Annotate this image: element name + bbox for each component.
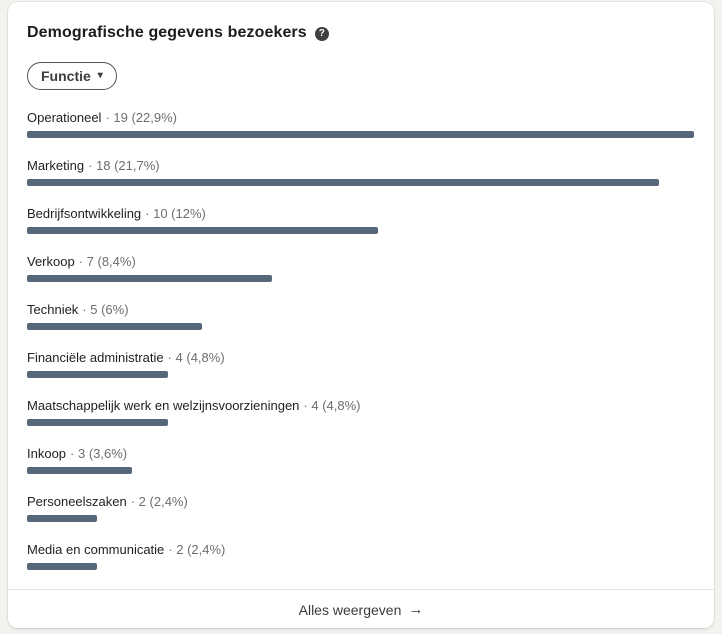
function-value: · 3 (3,6%) bbox=[70, 446, 128, 461]
demographic-row bbox=[27, 253, 694, 282]
demographic-row-text bbox=[27, 349, 694, 366]
demographic-row-text bbox=[27, 445, 694, 462]
bar-track bbox=[27, 227, 694, 234]
bar-fill bbox=[27, 371, 168, 378]
bar-fill bbox=[27, 419, 168, 426]
demographic-row-text bbox=[27, 109, 694, 126]
demographic-row bbox=[27, 157, 694, 186]
bar-fill bbox=[27, 227, 378, 234]
bar-track bbox=[27, 323, 694, 330]
bar-fill bbox=[27, 515, 97, 522]
chevron-down-icon: ▾ bbox=[97, 70, 103, 81]
show-all-button[interactable] bbox=[8, 589, 714, 628]
bar-fill bbox=[27, 179, 659, 186]
bar-track bbox=[27, 515, 694, 522]
page-title: Demografische gegevens bezoekers bbox=[27, 24, 307, 41]
function-value: · 4 (4,8%) bbox=[303, 398, 361, 413]
function-label: Verkoop bbox=[27, 254, 75, 269]
function-value: · 2 (2,4%) bbox=[130, 494, 188, 509]
function-label: Marketing bbox=[27, 158, 85, 173]
function-filter-dropdown[interactable] bbox=[27, 62, 117, 90]
function-label: Maatschappelijk werk en welzijnsvoorzieningen bbox=[27, 398, 300, 413]
bar-fill bbox=[27, 131, 694, 138]
bar-track bbox=[27, 131, 694, 138]
function-label: Inkoop bbox=[27, 446, 67, 461]
demographic-row bbox=[27, 349, 694, 378]
bar-fill bbox=[27, 467, 132, 474]
demographic-row bbox=[27, 205, 694, 234]
show-all-label: Alles weergeven bbox=[298, 601, 402, 618]
bar-track bbox=[27, 179, 694, 186]
demographic-row bbox=[27, 397, 694, 426]
demographic-row-text bbox=[27, 301, 694, 318]
demographic-row-text bbox=[27, 541, 694, 558]
filter-label: Functie bbox=[41, 67, 91, 84]
function-value: · 7 (8,4%) bbox=[78, 254, 136, 269]
bar-track bbox=[27, 275, 694, 282]
function-label: Financiële administratie bbox=[27, 350, 164, 365]
bar-fill bbox=[27, 323, 202, 330]
demographic-row bbox=[27, 541, 694, 570]
bar-track bbox=[27, 419, 694, 426]
function-label: Personeelszaken bbox=[27, 494, 127, 509]
bar-track bbox=[27, 467, 694, 474]
function-label: Operationeel bbox=[27, 110, 102, 125]
demographic-row-text bbox=[27, 157, 694, 174]
function-value: · 19 (22,9%) bbox=[105, 110, 177, 125]
visitor-demographics-card bbox=[8, 2, 714, 628]
demographic-row-text bbox=[27, 397, 694, 414]
demographic-row bbox=[27, 493, 694, 522]
card-header bbox=[27, 24, 694, 42]
arrow-right-icon: → bbox=[408, 601, 424, 618]
function-value: · 10 (12%) bbox=[145, 206, 206, 221]
bar-fill bbox=[27, 275, 272, 282]
demographic-row bbox=[27, 445, 694, 474]
card-body bbox=[8, 2, 714, 589]
bar-track bbox=[27, 563, 694, 570]
function-label: Media en communicatie bbox=[27, 542, 165, 557]
function-value: · 2 (2,4%) bbox=[168, 542, 226, 557]
demographic-row bbox=[27, 301, 694, 330]
bar-track bbox=[27, 371, 694, 378]
demographic-row-text bbox=[27, 493, 694, 510]
demographic-row-text bbox=[27, 205, 694, 222]
demographic-row-text bbox=[27, 253, 694, 270]
function-value: · 5 (6%) bbox=[82, 302, 129, 317]
demographic-row bbox=[27, 109, 694, 138]
demographics-bar-list bbox=[27, 109, 694, 570]
function-label: Techniek bbox=[27, 302, 79, 317]
help-icon[interactable]: ? bbox=[315, 27, 329, 41]
bar-fill bbox=[27, 563, 97, 570]
function-label: Bedrijfsontwikkeling bbox=[27, 206, 142, 221]
function-value: · 18 (21,7%) bbox=[88, 158, 160, 173]
function-value: · 4 (4,8%) bbox=[167, 350, 225, 365]
